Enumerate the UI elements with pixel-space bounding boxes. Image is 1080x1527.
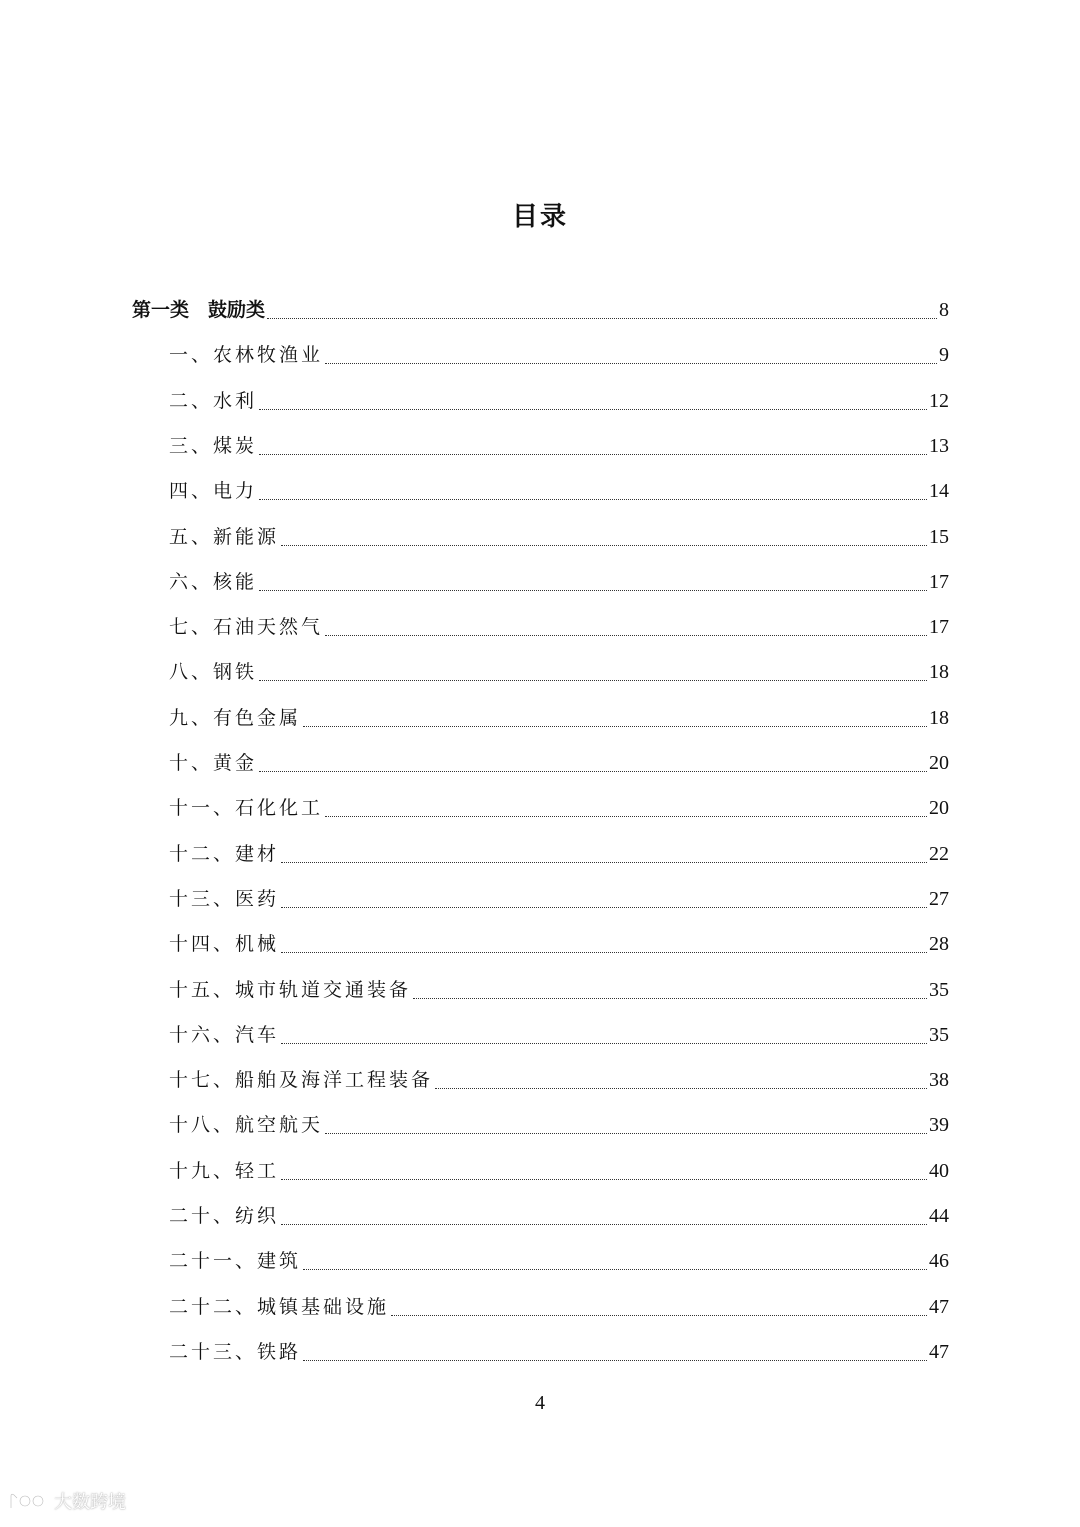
toc-entry-page: 18 bbox=[929, 706, 949, 729]
toc-entry-label: 一、农林牧渔业 bbox=[169, 344, 324, 367]
toc-entry-label: 三、煤炭 bbox=[169, 434, 258, 457]
toc-entry-label: 十四、机械 bbox=[169, 933, 280, 956]
toc-entry-label: 五、新能源 bbox=[169, 525, 280, 548]
toc-entry[interactable] bbox=[169, 1332, 949, 1372]
toc-entry-page: 40 bbox=[929, 1159, 949, 1182]
toc-entry-label: 二十二、城镇基础设施 bbox=[169, 1295, 390, 1318]
toc-entry-page: 18 bbox=[929, 661, 949, 684]
toc-dot-leader bbox=[281, 1043, 927, 1044]
toc-entry-label: 十五、城市轨道交通装备 bbox=[169, 978, 412, 1001]
toc-entry-label: 十二、建材 bbox=[169, 842, 280, 865]
watermark bbox=[8, 1488, 126, 1514]
toc-dot-leader bbox=[267, 318, 937, 319]
toc-entry-page: 38 bbox=[929, 1069, 949, 1092]
toc-entry[interactable] bbox=[169, 607, 949, 647]
page-number: 4 bbox=[535, 1392, 545, 1414]
toc-entry-label: 六、核能 bbox=[169, 570, 258, 593]
toc-entry-label: 七、石油天然气 bbox=[169, 616, 324, 639]
toc-entry-page: 17 bbox=[929, 616, 949, 639]
toc-entry-page: 46 bbox=[929, 1250, 949, 1273]
toc-dot-leader bbox=[259, 771, 927, 772]
toc-dot-leader bbox=[281, 862, 927, 863]
toc-entry-label: 十、黄金 bbox=[169, 752, 258, 774]
toc-entry-label: 九、有色金属 bbox=[169, 706, 302, 729]
toc-entry[interactable] bbox=[169, 924, 949, 964]
toc-dot-leader bbox=[435, 1088, 927, 1089]
watermark-text: 大数跨境 bbox=[54, 1492, 126, 1513]
toc-entry[interactable] bbox=[169, 1015, 949, 1055]
toc-dot-leader bbox=[259, 409, 927, 410]
toc-entry-page: 15 bbox=[929, 525, 949, 548]
toc-entry[interactable] bbox=[169, 1287, 949, 1327]
toc-dot-leader bbox=[303, 726, 927, 727]
toc-entry[interactable] bbox=[169, 381, 949, 421]
toc-entry[interactable] bbox=[169, 788, 949, 828]
toc-entry-page: 9 bbox=[939, 344, 949, 367]
toc-entry-label: 二十、纺织 bbox=[169, 1205, 280, 1227]
toc-entry-page: 13 bbox=[929, 434, 949, 457]
toc-entry[interactable] bbox=[169, 834, 949, 874]
toc-entry[interactable] bbox=[169, 652, 949, 692]
toc-entry[interactable] bbox=[132, 290, 949, 330]
toc-dot-leader bbox=[259, 454, 927, 455]
toc-dot-leader bbox=[259, 680, 927, 681]
logo-icon bbox=[8, 1490, 48, 1512]
toc-entry-page: 27 bbox=[929, 887, 949, 910]
toc-dot-leader bbox=[303, 1269, 927, 1270]
toc-entry-page: 20 bbox=[929, 752, 949, 774]
toc-dot-leader bbox=[281, 907, 927, 908]
toc-dot-leader bbox=[413, 998, 927, 999]
toc-entry-label: 二十一、建筑 bbox=[169, 1250, 302, 1273]
toc-entry[interactable] bbox=[169, 1196, 949, 1236]
toc-entry-label: 十九、轻工 bbox=[169, 1159, 280, 1182]
toc-entry[interactable] bbox=[169, 517, 949, 557]
toc-entry[interactable] bbox=[169, 1060, 949, 1100]
toc-entry-page: 35 bbox=[929, 978, 949, 1001]
toc-dot-leader bbox=[325, 816, 927, 817]
toc-entry-page: 20 bbox=[929, 797, 949, 820]
toc-entry-page: 47 bbox=[929, 1295, 949, 1318]
toc-entry-page: 35 bbox=[929, 1023, 949, 1046]
toc-dot-leader bbox=[259, 590, 927, 591]
toc-entry-label: 十七、船舶及海洋工程装备 bbox=[169, 1069, 434, 1092]
toc-dot-leader bbox=[281, 545, 927, 546]
toc-dot-leader bbox=[281, 952, 927, 953]
toc-dot-leader bbox=[281, 1224, 927, 1225]
toc-entry-page: 44 bbox=[929, 1205, 949, 1227]
toc-entry-page: 22 bbox=[929, 842, 949, 865]
toc-entry[interactable] bbox=[169, 471, 949, 511]
toc-entry[interactable] bbox=[169, 1241, 949, 1281]
toc-dot-leader bbox=[303, 1360, 927, 1361]
toc-entry[interactable] bbox=[169, 698, 949, 738]
toc-dot-leader bbox=[325, 635, 927, 636]
toc-entry-page: 14 bbox=[929, 480, 949, 503]
toc-entry[interactable] bbox=[169, 879, 949, 919]
page-title: 目录 bbox=[511, 202, 568, 232]
toc-entry[interactable] bbox=[169, 426, 949, 466]
toc-entry[interactable] bbox=[169, 1105, 949, 1145]
toc-entry-label: 十六、汽车 bbox=[169, 1023, 280, 1046]
toc-entry-label: 二十三、铁路 bbox=[169, 1340, 302, 1363]
toc-entry-page: 8 bbox=[939, 299, 949, 321]
toc-entry-label: 八、钢铁 bbox=[169, 661, 258, 684]
toc-entry-label: 十三、医药 bbox=[169, 887, 280, 910]
toc-entry[interactable] bbox=[169, 335, 949, 375]
toc-dot-leader bbox=[391, 1315, 927, 1316]
toc-entry[interactable] bbox=[169, 970, 949, 1010]
toc-entry-label: 第一类 鼓励类 bbox=[132, 299, 266, 321]
toc-dot-leader bbox=[325, 1133, 927, 1134]
toc-entry-label: 四、电力 bbox=[169, 480, 258, 503]
toc-entry-page: 28 bbox=[929, 933, 949, 956]
toc-dot-leader bbox=[325, 363, 937, 364]
toc-entry-page: 12 bbox=[929, 389, 949, 412]
toc-entry[interactable] bbox=[169, 1151, 949, 1191]
toc-entry[interactable] bbox=[169, 562, 949, 602]
toc-entry[interactable] bbox=[169, 743, 949, 783]
toc-dot-leader bbox=[259, 499, 927, 500]
toc-entry-label: 十一、石化化工 bbox=[169, 797, 324, 820]
toc-entry-page: 17 bbox=[929, 570, 949, 593]
toc-dot-leader bbox=[281, 1179, 927, 1180]
toc-entry-page: 39 bbox=[929, 1114, 949, 1137]
toc-entry-label: 十八、航空航天 bbox=[169, 1114, 324, 1137]
toc-entry-label: 二、水利 bbox=[169, 389, 258, 412]
toc-entry-page: 47 bbox=[929, 1340, 949, 1363]
